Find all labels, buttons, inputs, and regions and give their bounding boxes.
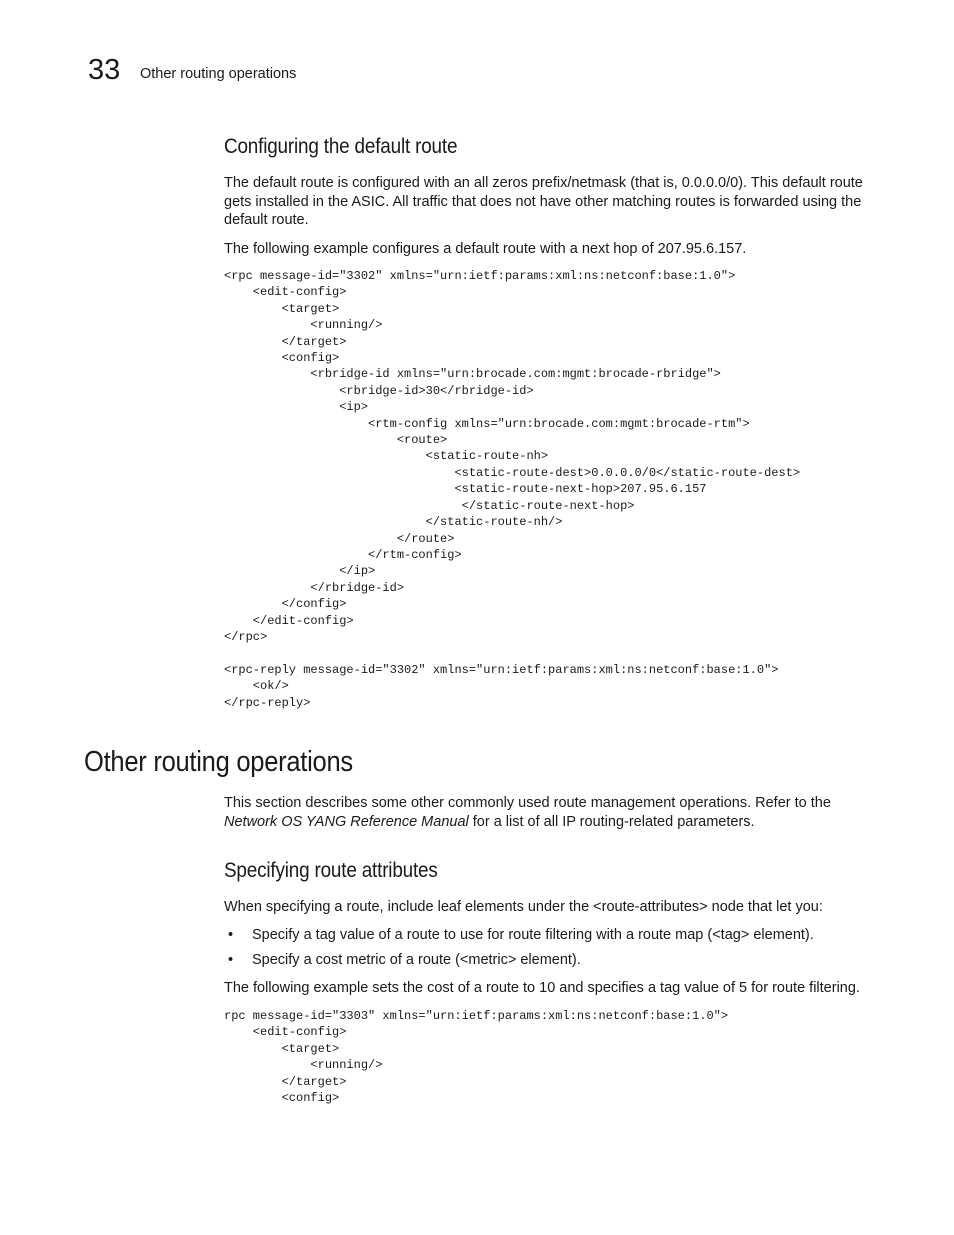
paragraph-text-after: for a list of all IP routing-related parameters. — [468, 813, 755, 830]
code-block-default-route: <rpc message-id="3302" xmlns="urn:ietf:params:xml:ns:netconf:base:1.0"> <edit-config> <target> <running/> </target> <config> <rbridge-id xmlns="urn:brocade.com:mgmt:brocade-rbridge"> <rbridge-id>30</rbridge-id> <ip> <rtm-config xmlns="urn:brocade.com:mgmt:brocade-rtm"> <route> <static-route-nh> <static-route-dest>0.0.0.0/0</static-route-dest> <static-route-next-hop>207.95.6.157 </static-route-next-hop> </static-route-nh/> </route> </rtm-config> </ip> </rbridge-id> </config> </edit-config> </rpc> <rpc-reply message-id="3302" xmlns="urn:ietf:params:xml:ns:netconf:base:1.0"> <ok/> </rpc-reply> — [224, 269, 801, 710]
manual-title: Network OS YANG Reference Manual — [224, 813, 469, 830]
paragraph-default-route-example: The following example configures a default route with a next hop of 207.95.6.157. — [224, 241, 747, 257]
chapter-number: 33 — [88, 54, 121, 86]
section-heading-route-attributes: Specifying route attributes — [224, 859, 438, 882]
paragraph-route-attributes-intro: When specifying a route, include leaf elements under the <route-attributes> node that let you: — [224, 899, 823, 915]
paragraph-text-before: This section describes some other commonly used route management operations. Refer to the — [224, 795, 831, 811]
code-block-route-attributes: rpc message-id="3303" xmlns="urn:ietf:params:xml:ns:netconf:base:1.0"> <edit-config> <target> <running/> </target> <config> — [224, 1009, 729, 1106]
list-item — [228, 926, 872, 945]
paragraph-other-operations — [224, 794, 864, 831]
list-item — [228, 951, 872, 970]
bullet-icon: • — [228, 927, 234, 943]
list-item-text: Specify a cost metric of a route (<metric> element). — [252, 952, 581, 968]
paragraph-default-route-description: The default route is configured with an all zeros prefix/netmask (that is, 0.0.0.0/0). This default route gets installed in the ASIC. All traffic that does not have other matching routes is forwarded using the default route. — [224, 175, 863, 228]
chapter-section-heading: Other routing operations — [84, 746, 353, 778]
list-item-text: Specify a tag value of a route to use for route filtering with a route map (<tag> element). — [252, 927, 814, 943]
section-heading-default-route: Configuring the default route — [224, 135, 458, 158]
bullet-icon: • — [228, 952, 234, 968]
paragraph-route-attributes-example: The following example sets the cost of a route to 10 and specifies a tag value of 5 for route filtering. — [224, 980, 860, 996]
running-header-title: Other routing operations — [140, 66, 297, 82]
